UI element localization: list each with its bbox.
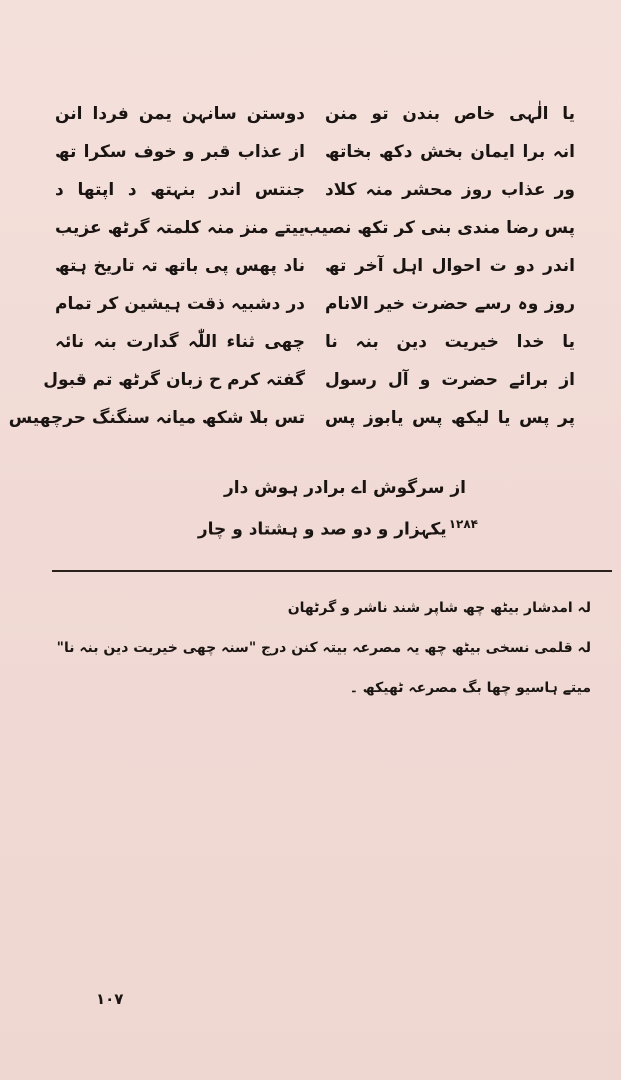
closing-couplet [197, 470, 480, 542]
poem-right-column [303, 95, 575, 437]
couplet-line-2 [197, 506, 480, 542]
verse-line: دوستن سانہن یمن فردا انن [55, 104, 305, 124]
footnote: میتے ہاسیو چھا بگ مصرعہ ٹھیکھ ۔ [349, 680, 591, 696]
couplet-line-1: از سرگوش اے برادر ہوش دار [223, 478, 466, 498]
verse-line: جنتس اندر بنہتھ د اپتھا د [55, 180, 305, 200]
year-superscript: ۱۲۸۴ [448, 517, 478, 531]
verse-line: پر پس یا لیکھ پس یابوز پس [325, 408, 575, 428]
verse-line: در دشبیہ ذقت ہیشین کر تمام [55, 294, 305, 314]
verse-line: چھی ثناء اللّٰہ گدارت بنہ نائہ [55, 332, 305, 352]
verse-line: ییتے منز منہ کلمتہ گرٹھ عزیب [55, 218, 305, 238]
page-number: ۱۰۷ [96, 990, 124, 1008]
verse-line: از عذاب قبر و خوف سکرا تھ [55, 142, 305, 162]
verse-line: روز وہ رسے حضرت خیر الانام [325, 294, 575, 314]
verse-line: ور عذاب روز محشر منہ کلاد [325, 180, 575, 200]
footnotes [56, 588, 591, 708]
footnote-divider [52, 570, 612, 572]
verse-line: تس بلا شکھ میانہ سنگنگ حرچھیس [8, 408, 305, 428]
poem-left-column [8, 95, 305, 437]
verse-line: انہ برا ایمان بخش دکھ بخاتھ [325, 142, 575, 162]
verse-line: از برائے حضرت و آل رسول [325, 370, 575, 390]
verse-line: یا خدا خیریت دین بنہ نا [325, 332, 575, 352]
verse-line: یا الٰہی خاص بندن تو منن [325, 104, 575, 124]
verse-line: گفتہ کرم ح زبان گرٹھ تم قبول [43, 370, 305, 390]
verse-line: پس رضا مندی بنی کر تکھ نصیب [303, 218, 575, 238]
verse-line: اندر دو ت احوال اہل آخر تھ [325, 256, 575, 276]
footnote: لہ امدشار بیٹھ چھ شاپر شند ناشر و گرٹھان [287, 600, 591, 616]
verse-line: ناد پھس پی باتھ تہ تاریخ ہتھ [55, 256, 305, 276]
footnote: لہ قلمی نسخی بیٹھ چھ یہ مصرعہ بیتہ کنن درج "سنہ چھی خیریت دین بنہ نا" [56, 640, 591, 656]
couplet-line-2-text: یکہزار و دو صد و ہشتاد و چار [197, 519, 447, 540]
